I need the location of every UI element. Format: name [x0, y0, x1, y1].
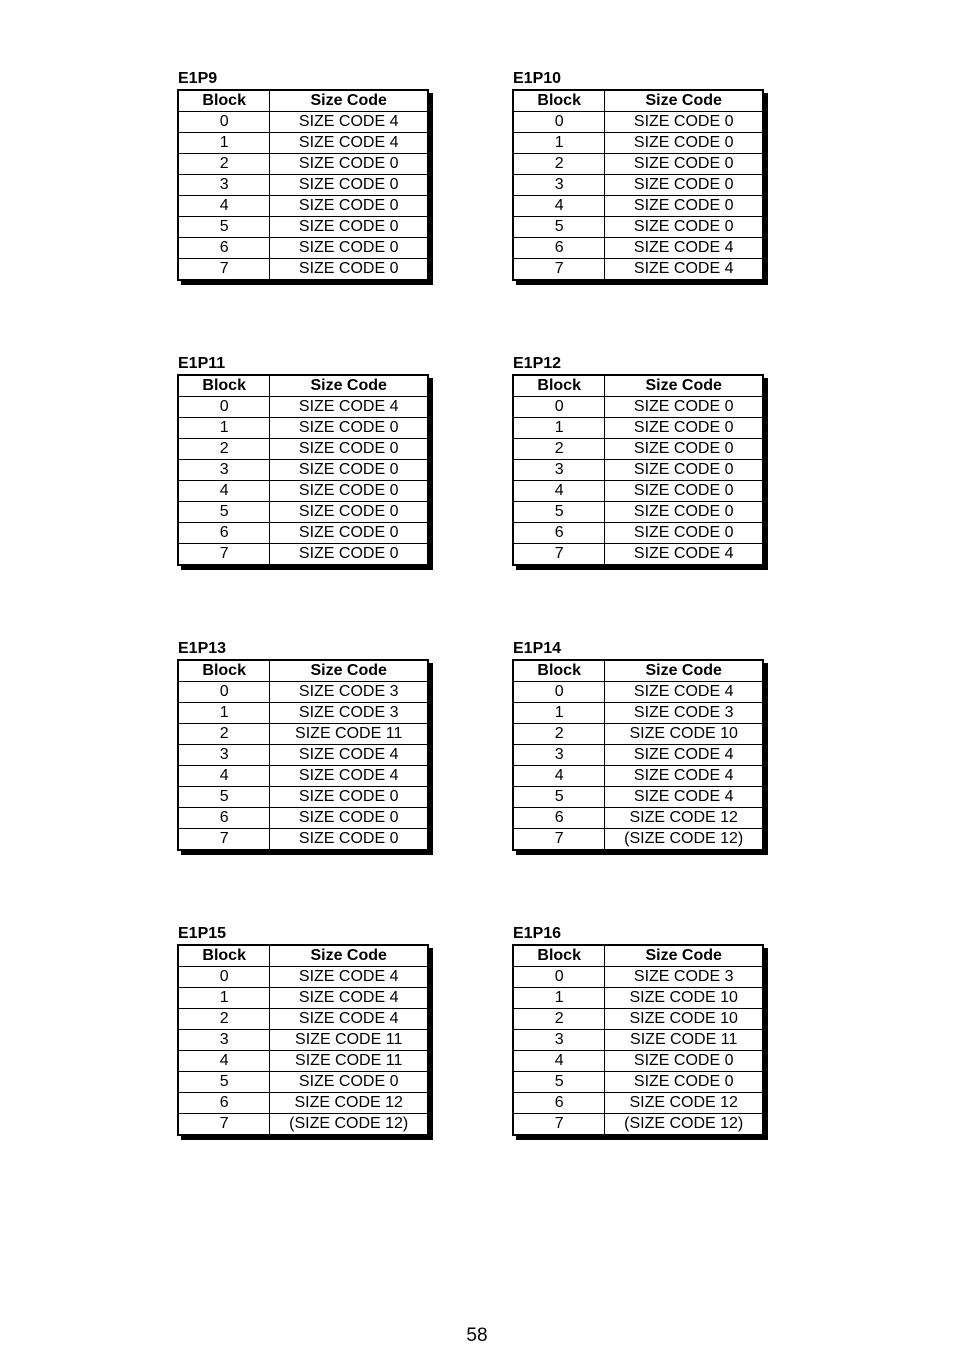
- size-code-cell: SIZE CODE 11: [270, 724, 428, 745]
- block-cell: 2: [178, 1009, 270, 1030]
- table-row: [513, 523, 763, 544]
- size-code-cell: SIZE CODE 4: [605, 544, 763, 566]
- size-code-cell: SIZE CODE 11: [270, 1030, 428, 1051]
- block-cell: 3: [513, 460, 605, 481]
- block-cell: 1: [513, 988, 605, 1009]
- column-header-block: Block: [178, 660, 270, 682]
- size-code-cell: SIZE CODE 4: [605, 787, 763, 808]
- size-code-table: [512, 659, 764, 851]
- table-title: E1P11: [178, 355, 226, 372]
- block-cell: 4: [178, 196, 270, 217]
- table-block-e1p16: [512, 924, 770, 1136]
- table-row: [178, 1072, 428, 1093]
- block-cell: 1: [513, 703, 605, 724]
- size-code-cell: SIZE CODE 0: [270, 217, 428, 238]
- size-code-cell: SIZE CODE 0: [270, 808, 428, 829]
- size-code-table: [512, 374, 764, 566]
- size-code-cell: SIZE CODE 4: [605, 238, 763, 259]
- column-header-block: Block: [178, 945, 270, 967]
- size-code-cell: SIZE CODE 12: [605, 1093, 763, 1114]
- size-code-cell: (SIZE CODE 12): [605, 829, 763, 851]
- size-code-cell: SIZE CODE 0: [270, 196, 428, 217]
- table-row: [178, 439, 428, 460]
- table-row: [178, 112, 428, 133]
- size-code-cell: SIZE CODE 4: [605, 766, 763, 787]
- block-cell: 5: [513, 217, 605, 238]
- table-row: [178, 703, 428, 724]
- size-code-cell: SIZE CODE 3: [605, 967, 763, 988]
- table-row: [513, 1030, 763, 1051]
- block-cell: 3: [513, 1030, 605, 1051]
- size-code-cell: (SIZE CODE 12): [605, 1114, 763, 1136]
- table-row: [178, 238, 428, 259]
- size-code-cell: SIZE CODE 0: [605, 397, 763, 418]
- block-cell: 5: [513, 1072, 605, 1093]
- block-cell: 3: [178, 460, 270, 481]
- block-cell: 3: [178, 1030, 270, 1051]
- table-row: [178, 259, 428, 281]
- table-row: [178, 1030, 428, 1051]
- column-header-size-code: Size Code: [605, 90, 763, 112]
- size-code-cell: SIZE CODE 0: [270, 544, 428, 566]
- column-header-size-code: Size Code: [270, 90, 428, 112]
- table-title: E1P16: [513, 925, 562, 942]
- table-row: [513, 724, 763, 745]
- table-row: [178, 523, 428, 544]
- table-header-row: [178, 945, 428, 967]
- size-code-cell: SIZE CODE 0: [270, 481, 428, 502]
- column-header-block: Block: [513, 945, 605, 967]
- block-cell: 7: [178, 259, 270, 281]
- size-code-table: [177, 374, 429, 566]
- block-cell: 5: [178, 502, 270, 523]
- table-block-e1p11: [177, 354, 435, 566]
- block-cell: 2: [513, 724, 605, 745]
- table-row: [178, 502, 428, 523]
- table-block-e1p12: [512, 354, 770, 566]
- table-row: [513, 502, 763, 523]
- table-row: [513, 154, 763, 175]
- column-header-block: Block: [178, 90, 270, 112]
- table-row: [178, 196, 428, 217]
- table-row: [513, 1051, 763, 1072]
- size-code-cell: SIZE CODE 0: [605, 175, 763, 196]
- size-code-cell: SIZE CODE 4: [270, 967, 428, 988]
- block-cell: 5: [513, 502, 605, 523]
- table-row: [178, 154, 428, 175]
- size-code-cell: SIZE CODE 0: [605, 1051, 763, 1072]
- table-row: [513, 460, 763, 481]
- table-row: [513, 787, 763, 808]
- block-cell: 4: [178, 1051, 270, 1072]
- block-cell: 4: [513, 1051, 605, 1072]
- column-header-size-code: Size Code: [605, 375, 763, 397]
- block-cell: 1: [178, 418, 270, 439]
- column-header-size-code: Size Code: [605, 945, 763, 967]
- block-cell: 2: [178, 724, 270, 745]
- table-row: [178, 481, 428, 502]
- table-row: [513, 808, 763, 829]
- table-row: [178, 1009, 428, 1030]
- size-code-cell: SIZE CODE 4: [270, 988, 428, 1009]
- table-header-row: [513, 375, 763, 397]
- size-code-cell: SIZE CODE 4: [270, 766, 428, 787]
- column-header-block: Block: [513, 660, 605, 682]
- block-cell: 6: [178, 1093, 270, 1114]
- table-header-row: [513, 945, 763, 967]
- size-code-cell: SIZE CODE 10: [605, 724, 763, 745]
- block-cell: 1: [178, 988, 270, 1009]
- size-code-cell: SIZE CODE 4: [605, 682, 763, 703]
- block-cell: 2: [513, 439, 605, 460]
- block-cell: 7: [513, 544, 605, 566]
- table-row: [513, 766, 763, 787]
- table-block-e1p10: [512, 69, 770, 281]
- size-code-cell: SIZE CODE 0: [270, 787, 428, 808]
- size-code-cell: SIZE CODE 10: [605, 1009, 763, 1030]
- block-cell: 2: [513, 1009, 605, 1030]
- size-code-cell: SIZE CODE 0: [605, 217, 763, 238]
- block-cell: 1: [178, 133, 270, 154]
- table-row: [513, 1009, 763, 1030]
- size-code-cell: (SIZE CODE 12): [270, 1114, 428, 1136]
- table-row: [513, 481, 763, 502]
- size-code-cell: SIZE CODE 0: [605, 154, 763, 175]
- table-row: [513, 439, 763, 460]
- block-cell: 0: [513, 397, 605, 418]
- size-code-cell: SIZE CODE 0: [270, 154, 428, 175]
- table-row: [513, 829, 763, 851]
- size-code-cell: SIZE CODE 4: [270, 133, 428, 154]
- table-header-row: [513, 90, 763, 112]
- size-code-cell: SIZE CODE 0: [270, 238, 428, 259]
- table-title: E1P12: [513, 355, 562, 372]
- block-cell: 7: [178, 829, 270, 851]
- size-code-cell: SIZE CODE 4: [270, 112, 428, 133]
- table-row: [513, 1072, 763, 1093]
- block-cell: 0: [178, 967, 270, 988]
- block-cell: 3: [513, 175, 605, 196]
- column-header-size-code: Size Code: [270, 375, 428, 397]
- size-code-cell: SIZE CODE 0: [605, 523, 763, 544]
- table-row: [178, 724, 428, 745]
- table-title: E1P10: [513, 70, 562, 87]
- column-header-size-code: Size Code: [270, 945, 428, 967]
- size-code-cell: SIZE CODE 12: [270, 1093, 428, 1114]
- block-cell: 6: [178, 808, 270, 829]
- size-code-cell: SIZE CODE 0: [605, 112, 763, 133]
- table-header-row: [178, 660, 428, 682]
- block-cell: 6: [513, 1093, 605, 1114]
- size-code-cell: SIZE CODE 3: [270, 703, 428, 724]
- size-code-cell: SIZE CODE 0: [270, 1072, 428, 1093]
- block-cell: 3: [178, 175, 270, 196]
- block-cell: 6: [513, 808, 605, 829]
- size-code-cell: SIZE CODE 0: [605, 481, 763, 502]
- size-code-cell: SIZE CODE 0: [605, 133, 763, 154]
- table-row: [178, 766, 428, 787]
- table-row: [513, 988, 763, 1009]
- size-code-cell: SIZE CODE 0: [270, 829, 428, 851]
- block-cell: 1: [513, 418, 605, 439]
- block-cell: 5: [178, 217, 270, 238]
- block-cell: 7: [513, 259, 605, 281]
- table-row: [178, 460, 428, 481]
- size-code-cell: SIZE CODE 0: [270, 418, 428, 439]
- block-cell: 1: [178, 703, 270, 724]
- size-code-cell: SIZE CODE 4: [270, 397, 428, 418]
- table-row: [513, 1093, 763, 1114]
- table-row: [178, 175, 428, 196]
- block-cell: 4: [513, 196, 605, 217]
- size-code-cell: SIZE CODE 3: [270, 682, 428, 703]
- table-row: [513, 196, 763, 217]
- table-row: [513, 397, 763, 418]
- block-cell: 0: [178, 112, 270, 133]
- table-title: E1P13: [178, 640, 227, 657]
- size-code-cell: SIZE CODE 4: [270, 745, 428, 766]
- block-cell: 4: [178, 481, 270, 502]
- block-cell: 6: [513, 523, 605, 544]
- table-row: [513, 1114, 763, 1136]
- size-code-table: [177, 89, 429, 281]
- size-code-cell: SIZE CODE 0: [605, 502, 763, 523]
- block-cell: 5: [178, 787, 270, 808]
- size-code-cell: SIZE CODE 0: [605, 439, 763, 460]
- size-code-cell: SIZE CODE 0: [270, 439, 428, 460]
- table-title: E1P9: [178, 70, 218, 87]
- block-cell: 3: [178, 745, 270, 766]
- table-row: [178, 133, 428, 154]
- table-header-row: [513, 660, 763, 682]
- size-code-cell: SIZE CODE 0: [605, 1072, 763, 1093]
- table-row: [513, 259, 763, 281]
- size-code-cell: SIZE CODE 12: [605, 808, 763, 829]
- block-cell: 4: [178, 766, 270, 787]
- size-code-cell: SIZE CODE 0: [605, 196, 763, 217]
- table-row: [178, 787, 428, 808]
- page-number: 58: [466, 1325, 488, 1346]
- table-row: [178, 745, 428, 766]
- size-code-table: [177, 944, 429, 1136]
- size-code-table: [177, 659, 429, 851]
- table-row: [178, 682, 428, 703]
- column-header-size-code: Size Code: [605, 660, 763, 682]
- block-cell: 2: [178, 439, 270, 460]
- table-row: [513, 175, 763, 196]
- table-row: [178, 1114, 428, 1136]
- table-row: [513, 217, 763, 238]
- block-cell: 7: [513, 829, 605, 851]
- table-row: [178, 397, 428, 418]
- block-cell: 2: [513, 154, 605, 175]
- block-cell: 4: [513, 481, 605, 502]
- block-cell: 7: [178, 544, 270, 566]
- size-code-table: [512, 89, 764, 281]
- table-block-e1p9: [177, 69, 435, 281]
- table-row: [178, 418, 428, 439]
- block-cell: 0: [178, 682, 270, 703]
- table-row: [178, 808, 428, 829]
- block-cell: 0: [513, 112, 605, 133]
- block-cell: 4: [513, 766, 605, 787]
- block-cell: 2: [178, 154, 270, 175]
- table-row: [178, 988, 428, 1009]
- column-header-size-code: Size Code: [270, 660, 428, 682]
- table-row: [178, 967, 428, 988]
- table-row: [513, 238, 763, 259]
- table-row: [178, 544, 428, 566]
- size-code-cell: SIZE CODE 4: [605, 259, 763, 281]
- block-cell: 0: [513, 682, 605, 703]
- table-row: [178, 1093, 428, 1114]
- size-code-cell: SIZE CODE 0: [270, 523, 428, 544]
- block-cell: 6: [178, 238, 270, 259]
- block-cell: 5: [178, 1072, 270, 1093]
- block-cell: 3: [513, 745, 605, 766]
- table-title: E1P14: [513, 640, 562, 657]
- size-code-cell: SIZE CODE 3: [605, 703, 763, 724]
- block-cell: 1: [513, 133, 605, 154]
- table-row: [178, 1051, 428, 1072]
- table-row: [513, 745, 763, 766]
- size-code-cell: SIZE CODE 4: [605, 745, 763, 766]
- size-code-cell: SIZE CODE 0: [270, 502, 428, 523]
- block-cell: 0: [513, 967, 605, 988]
- size-code-cell: SIZE CODE 11: [605, 1030, 763, 1051]
- table-block-e1p14: [512, 639, 770, 851]
- block-cell: 0: [178, 397, 270, 418]
- block-cell: 7: [513, 1114, 605, 1136]
- table-row: [513, 682, 763, 703]
- table-row: [513, 112, 763, 133]
- block-cell: 7: [178, 1114, 270, 1136]
- size-code-cell: SIZE CODE 10: [605, 988, 763, 1009]
- table-row: [513, 967, 763, 988]
- column-header-block: Block: [513, 375, 605, 397]
- table-row: [513, 133, 763, 154]
- size-code-cell: SIZE CODE 0: [270, 175, 428, 196]
- table-title: E1P15: [178, 925, 227, 942]
- block-cell: 6: [513, 238, 605, 259]
- block-cell: 6: [178, 523, 270, 544]
- size-code-cell: SIZE CODE 0: [270, 460, 428, 481]
- table-row: [178, 829, 428, 851]
- size-code-cell: SIZE CODE 11: [270, 1051, 428, 1072]
- table-block-e1p13: [177, 639, 435, 851]
- size-code-table: [512, 944, 764, 1136]
- table-row: [513, 703, 763, 724]
- table-row: [513, 544, 763, 566]
- table-header-row: [178, 375, 428, 397]
- column-header-block: Block: [513, 90, 605, 112]
- table-row: [513, 418, 763, 439]
- table-block-e1p15: [177, 924, 435, 1136]
- table-header-row: [178, 90, 428, 112]
- size-code-cell: SIZE CODE 0: [605, 418, 763, 439]
- size-code-cell: SIZE CODE 4: [270, 1009, 428, 1030]
- table-row: [178, 217, 428, 238]
- block-cell: 5: [513, 787, 605, 808]
- size-code-cell: SIZE CODE 0: [605, 460, 763, 481]
- size-code-cell: SIZE CODE 0: [270, 259, 428, 281]
- column-header-block: Block: [178, 375, 270, 397]
